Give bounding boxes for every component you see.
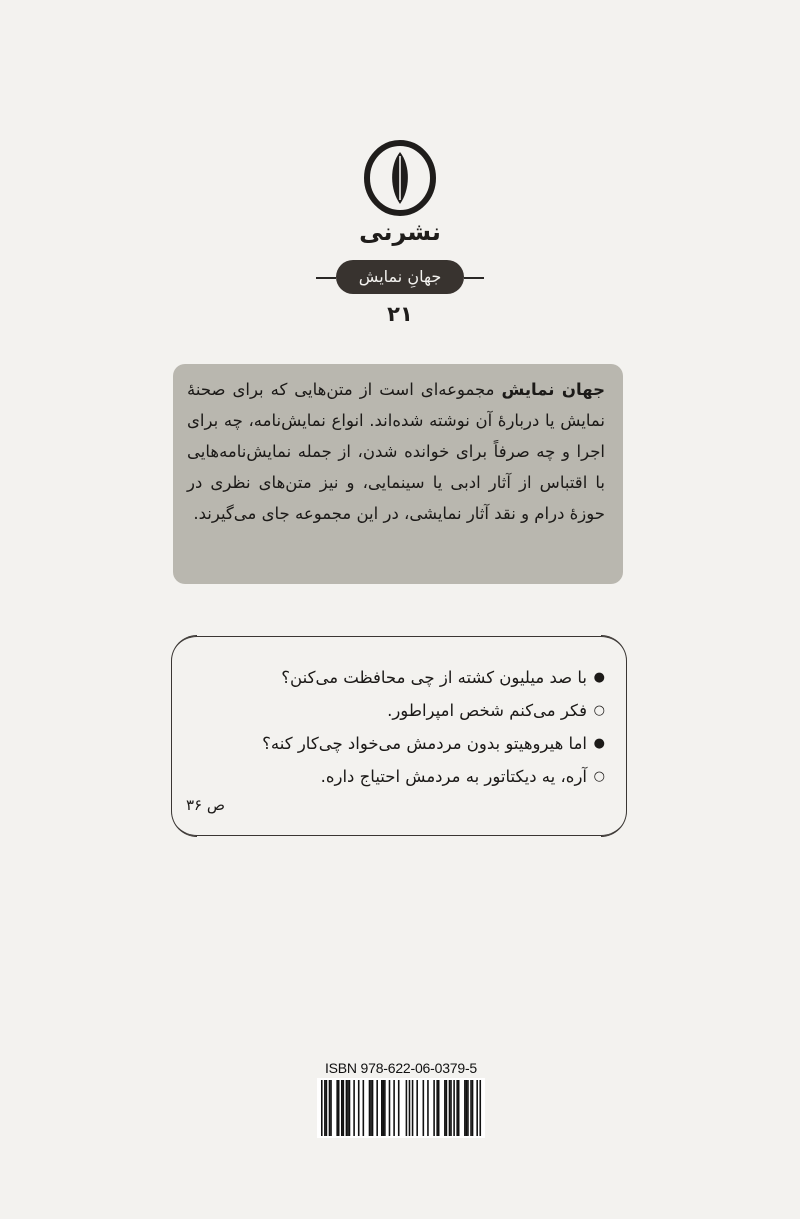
- barcode-bar: [341, 1080, 343, 1136]
- dialogue-line-text: آره، یه دیکتاتور به مردمش احتیاج داره.: [320, 767, 587, 786]
- barcode-bar: [406, 1080, 408, 1136]
- barcode-bar: [470, 1080, 472, 1136]
- barcode-bar: [446, 1080, 448, 1136]
- barcode-bar: [436, 1080, 438, 1136]
- description-text: مجموعه‌ای است از متن‌هایی که برای صحنهٔ نمایش یا دربارهٔ آن نوشته شده‌اند. انواع نمایش‌نامه، چه برای اجرا و چه صرفاً برای خوانده شدن، از جمله نمایش‌نامه‌هایی با اقتباس از آثار ادبی یا سینمایی، و نیز متن‌های نظری در حوزهٔ درام و نقد آثار نمایشی، در این مجموعه جای می‌گیرند.: [187, 380, 605, 523]
- bullet-filled-icon: ●: [593, 736, 605, 751]
- series-header: [0, 260, 800, 294]
- barcode-icon: [317, 1078, 485, 1138]
- barcode-bar: [338, 1080, 340, 1136]
- barcode-bar: [444, 1080, 446, 1136]
- barcode-bar: [381, 1080, 383, 1136]
- dialogue-excerpt: [171, 636, 627, 836]
- barcode-bar: [464, 1080, 466, 1136]
- barcode-bar: [412, 1080, 414, 1136]
- barcode-bar: [416, 1080, 418, 1136]
- barcode-bar: [456, 1080, 458, 1136]
- barcode-bar: [329, 1080, 331, 1136]
- barcode-bar: [409, 1080, 411, 1136]
- barcode-bar: [433, 1080, 435, 1136]
- barcode-bar: [349, 1080, 351, 1136]
- barcode-bar: [427, 1080, 429, 1136]
- dialogue-line-text: فکر می‌کنم شخص امپراطور.: [387, 701, 587, 720]
- barcode-bar: [369, 1080, 371, 1136]
- bullet-hollow-icon: ○: [593, 703, 605, 718]
- series-label: جهانِ نمایش: [336, 260, 464, 294]
- barcode-bar: [346, 1080, 348, 1136]
- nashr-e-ney-logo-icon: [362, 138, 438, 218]
- dialogue-line: [187, 727, 607, 760]
- barcode-bar: [383, 1080, 385, 1136]
- series-rule-right: [464, 277, 484, 279]
- barcode-bar: [363, 1080, 365, 1136]
- barcode-bar: [324, 1080, 326, 1136]
- page-reference: ص ۳۶: [186, 796, 226, 814]
- barcode-bar: [376, 1080, 378, 1136]
- series-number: ۲۱: [387, 302, 413, 326]
- barcode-bar: [453, 1080, 455, 1136]
- isbn-label: ISBN 978-622-06-0379-5: [324, 1060, 478, 1076]
- barcode-bar: [336, 1080, 338, 1136]
- dialogue-line: [187, 760, 607, 793]
- barcode-bar: [358, 1080, 360, 1136]
- dialogue-line-text: با صد میلیون کشته از چی محافظت می‌کنن؟: [281, 668, 587, 687]
- barcode-bar: [398, 1080, 400, 1136]
- barcode-bar: [389, 1080, 391, 1136]
- barcode-bar: [321, 1080, 323, 1136]
- dialogue-list: [187, 661, 607, 793]
- bullet-filled-icon: ●: [593, 670, 605, 685]
- barcode-bar: [326, 1080, 328, 1136]
- barcode-bar: [438, 1080, 440, 1136]
- bullet-hollow-icon: ○: [593, 769, 605, 784]
- barcode-bar: [479, 1080, 481, 1136]
- publisher-name: نشرنی: [359, 218, 441, 246]
- barcode-bar: [393, 1080, 395, 1136]
- barcode-bar: [353, 1080, 355, 1136]
- barcode-bar: [343, 1080, 345, 1136]
- series-rule-left: [316, 277, 336, 279]
- barcode-bar: [370, 1080, 372, 1136]
- series-description: [173, 364, 623, 584]
- barcode-bar: [347, 1080, 349, 1136]
- barcode-bar: [466, 1080, 468, 1136]
- description-lead: جهان نمایش: [501, 380, 605, 399]
- barcode-bar: [423, 1080, 425, 1136]
- barcode-bar: [467, 1080, 469, 1136]
- barcode-bar: [330, 1080, 332, 1136]
- barcode-bar: [449, 1080, 451, 1136]
- barcode-bar: [476, 1080, 478, 1136]
- barcode-bar: [472, 1080, 474, 1136]
- barcode-bar: [458, 1080, 460, 1136]
- dialogue-line: [187, 661, 607, 694]
- barcode-bar: [372, 1080, 374, 1136]
- barcode-bar: [450, 1080, 452, 1136]
- dialogue-line: [187, 694, 607, 727]
- dialogue-line-text: اما هیروهیتو بدون مردمش می‌خواد چی‌کار کنه؟: [262, 734, 587, 753]
- barcode-bar: [384, 1080, 386, 1136]
